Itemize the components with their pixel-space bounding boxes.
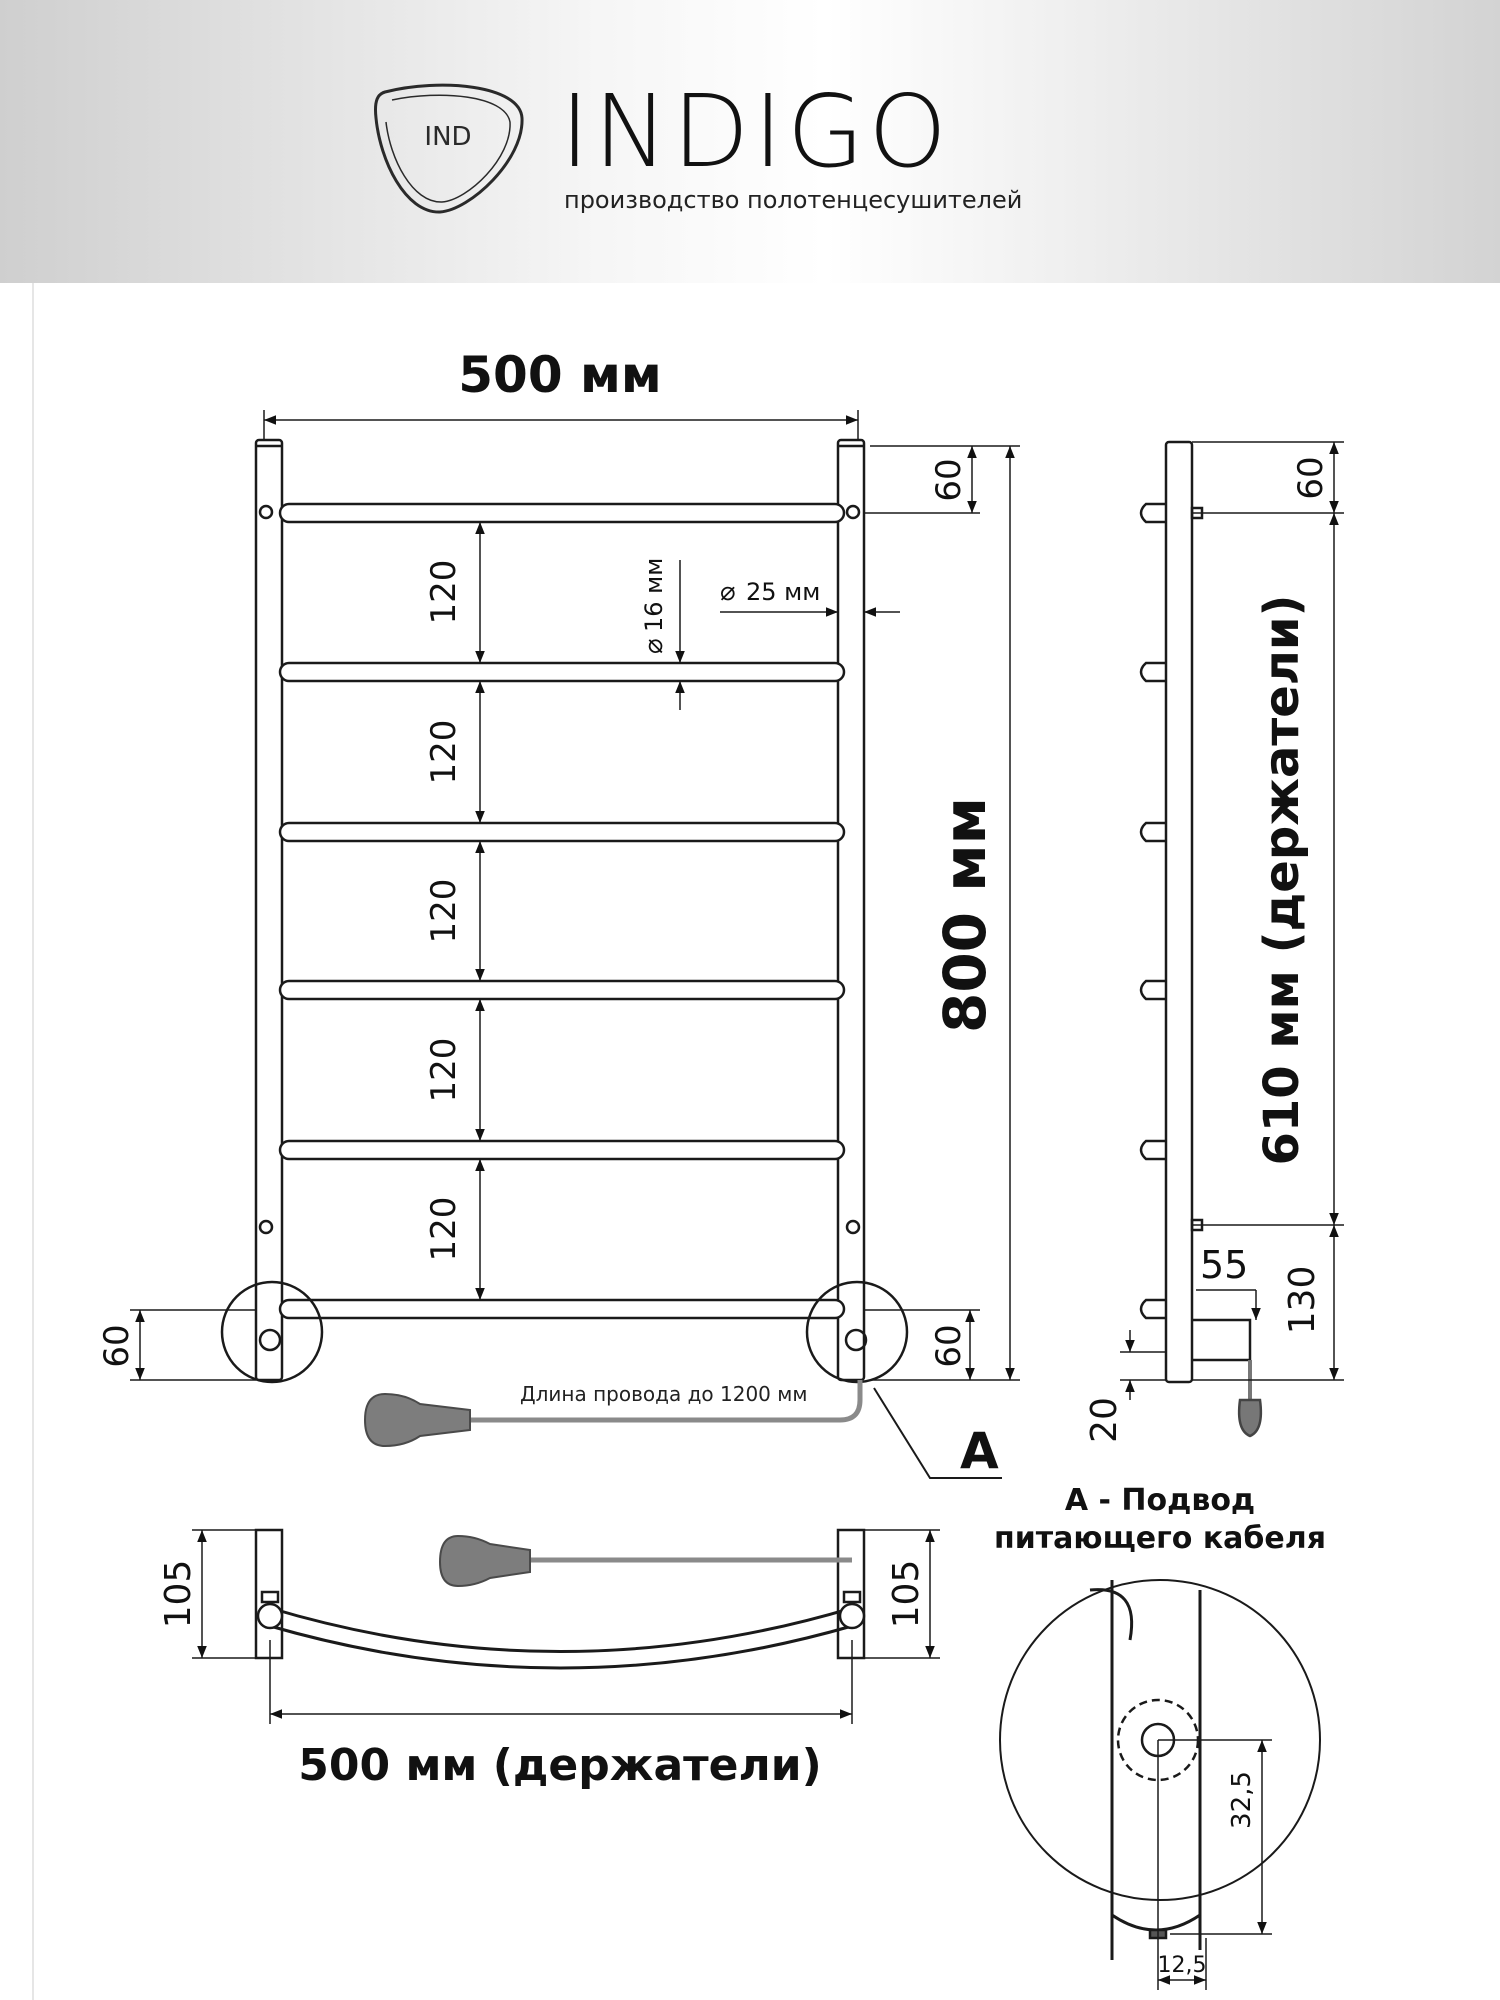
rung [280,981,844,999]
heater-block [1192,1320,1250,1360]
callout-a-label: A [960,1422,999,1480]
cable-length-note: Длина провода до 1200 мм [520,1382,808,1406]
side-holders-label: 610 мм (держатели) [1254,594,1310,1166]
side-plug-icon [1239,1400,1261,1436]
top-depth-left-label: 105 [158,1559,199,1629]
rungs [280,504,844,1318]
detail-12-label: 12,5 [1157,1953,1207,1978]
rung [280,1300,844,1318]
rung [280,663,844,681]
front-view [222,440,1002,1478]
right-pipe [838,440,864,1380]
top-depth-right-label: 105 [886,1559,927,1629]
top-width-label: 500 мм (держатели) [298,1740,822,1791]
detail-title-line1: А - Подвод [1064,1483,1256,1518]
left-pipe [256,440,282,1380]
side-55-label: 55 [1200,1243,1249,1287]
pipe-diameter-symbol: ⌀ [720,577,736,607]
front-bottom-offset-left-label: 60 [97,1324,137,1368]
rung-diameter-value: 16 мм [640,557,668,632]
side-pipe [1166,442,1192,1382]
top-left-pipe-section [258,1604,282,1628]
front-bottom-offset-right-label: 60 [929,1324,969,1368]
diameter-symbol: ⌀ [639,638,669,654]
spacing-label: 120 [424,719,464,785]
rung [280,823,844,841]
side-20-label: 20 [1084,1397,1125,1443]
brand-name: INDIGO [560,73,951,190]
side-top-label: 60 [1291,456,1331,500]
spacing-label: 120 [424,559,464,625]
logo-monogram: IND [424,122,472,152]
front-width-label: 500 мм [458,346,662,404]
front-top-offset-label: 60 [929,458,969,502]
top-right-pipe-section [840,1604,864,1628]
detail-a [1000,1580,1320,1960]
top-view [256,1530,864,1668]
spacing-label: 120 [424,878,464,944]
plug-icon [365,1394,470,1446]
rung [280,1141,844,1159]
curved-rung [270,1608,852,1652]
pipe-diameter-label: 25 мм [746,578,821,606]
top-plug-icon [440,1536,530,1586]
side-rungs [1141,504,1166,1318]
detail-32-label: 32,5 [1227,1771,1257,1829]
spacing-label: 120 [424,1037,464,1103]
rung [280,504,844,522]
rung-diameter-label [639,558,669,654]
spacing-label: 120 [424,1196,464,1262]
detail-title-line2: питающего кабеля [994,1521,1326,1556]
side-130-label: 130 [1282,1265,1323,1335]
brand-tagline: производство полотенцесушителей [564,186,1023,214]
front-height-label: 800 мм [931,796,999,1034]
